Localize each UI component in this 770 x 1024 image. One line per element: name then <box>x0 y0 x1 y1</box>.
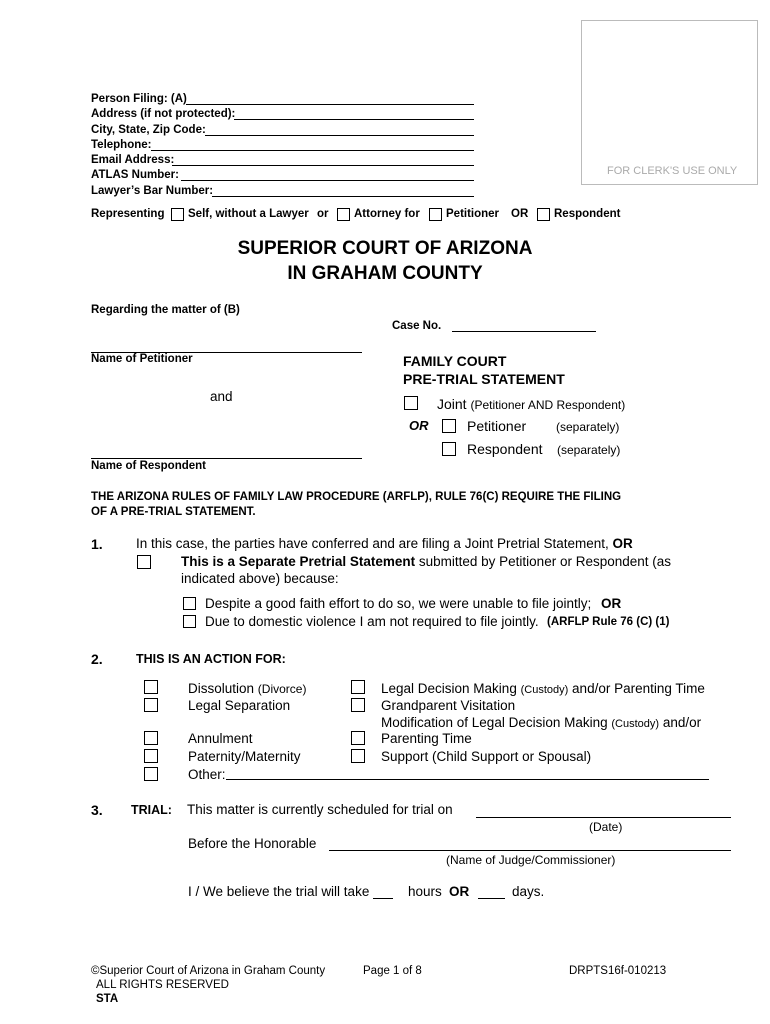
trial-scheduled-text: This matter is currently scheduled for trial on <box>187 802 453 817</box>
annulment-label: Annulment <box>188 731 253 746</box>
court-title-line2: IN GRAHAM COUNTY <box>287 263 483 284</box>
paternity-checkbox[interactable] <box>144 749 158 763</box>
support-label: Support (Child Support or Spousal) <box>381 749 592 764</box>
rep-petitioner-label: Petitioner <box>446 208 500 220</box>
before-honorable-text: Before the Honorable <box>188 836 317 851</box>
clerk-use-label: FOR CLERK'S USE ONLY <box>607 165 738 177</box>
legal-separation-label: Legal Separation <box>188 698 291 713</box>
good-faith-or: OR <box>601 596 622 611</box>
separate-statement-line2: indicated above) because: <box>181 571 339 586</box>
petitioner-separately-note: (separately) <box>556 420 620 434</box>
or-text: OR <box>511 208 529 220</box>
city-state-zip-label: City, State, Zip Code: <box>91 124 206 136</box>
petitioner-separately-label: Petitioner <box>467 418 527 434</box>
support-checkbox[interactable] <box>351 749 365 763</box>
petitioner-separately-checkbox[interactable] <box>442 419 456 433</box>
trial-date-label: (Date) <box>589 820 623 834</box>
grandparent-visitation-checkbox[interactable] <box>351 698 365 712</box>
ldm-text-b: and/or Parenting Time <box>572 681 705 696</box>
rep-petitioner-checkbox[interactable] <box>429 208 442 221</box>
self-label: Self, without a Lawyer <box>188 208 309 220</box>
dissolution-checkbox[interactable] <box>144 680 158 694</box>
other-checkbox[interactable] <box>144 767 158 781</box>
footer-rights: ALL RIGHTS RESERVED <box>96 979 229 991</box>
joint-checkbox[interactable] <box>404 396 418 410</box>
doc-type-line2: PRE-TRIAL STATEMENT <box>403 371 565 387</box>
days-field[interactable] <box>478 898 505 899</box>
judge-name-label: (Name of Judge/Commissioner) <box>446 853 616 867</box>
telephone-field[interactable] <box>151 150 474 151</box>
case-number-field[interactable] <box>452 331 596 332</box>
arflp-rule-ref: (ARFLP Rule 76 (C) (1) <box>547 616 670 628</box>
attorney-checkbox[interactable] <box>337 208 350 221</box>
footer-code: STA <box>96 993 119 1005</box>
dissolution-text: Dissolution <box>188 681 255 696</box>
ldm-note: (Custody) <box>520 684 569 696</box>
respondent-separately-checkbox[interactable] <box>442 442 456 456</box>
trial-duration-text: I / We believe the trial will take <box>188 884 370 899</box>
or-text: or <box>317 208 329 220</box>
section1-or: OR <box>612 536 633 551</box>
good-faith-checkbox[interactable] <box>183 597 196 610</box>
court-title-line1: SUPERIOR COURT OF ARIZONA <box>237 238 533 259</box>
atlas-number-label: ATLAS Number: <box>91 169 179 181</box>
rep-respondent-checkbox[interactable] <box>537 208 550 221</box>
modification-text-b: and/or <box>662 715 702 730</box>
other-field[interactable] <box>226 779 709 780</box>
section1-joint-text <box>136 536 633 551</box>
and-text: and <box>210 389 233 404</box>
ldm-text: Legal Decision Making <box>381 681 517 696</box>
rep-respondent-label: Respondent <box>554 208 621 220</box>
paternity-label: Paternity/Maternity <box>188 749 301 764</box>
address-label: Address (if not protected): <box>91 108 236 120</box>
legal-decision-making-label <box>381 681 705 696</box>
good-faith-text <box>205 596 621 611</box>
clerk-use-box <box>581 20 758 185</box>
email-label: Email Address: <box>91 154 175 166</box>
petitioner-name-label: Name of Petitioner <box>91 353 193 365</box>
or-text: OR <box>409 418 429 433</box>
telephone-label: Telephone: <box>91 139 152 151</box>
legal-separation-checkbox[interactable] <box>144 698 158 712</box>
domestic-violence-text: Due to domestic violence I am not required to file jointly. <box>205 614 539 629</box>
judge-name-field[interactable] <box>329 850 731 851</box>
joint-label <box>437 396 625 412</box>
attorney-label: Attorney for <box>354 208 420 220</box>
modification-checkbox[interactable] <box>351 731 365 745</box>
grandparent-visitation-label: Grandparent Visitation <box>381 698 516 713</box>
days-label: days. <box>512 884 545 899</box>
joint-note: (Petitioner AND Respondent) <box>470 398 626 412</box>
separate-statement-rest: submitted by Petitioner or Respondent (as <box>418 554 672 569</box>
footer-page-number: Page 1 of 8 <box>363 965 422 977</box>
separate-statement-checkbox[interactable] <box>137 555 151 569</box>
self-checkbox[interactable] <box>171 208 184 221</box>
representing-label: Representing <box>91 208 165 220</box>
section1-number: 1. <box>91 536 103 552</box>
person-filing-label: Person Filing: (A) <box>91 93 187 105</box>
regarding-label: Regarding the matter of (B) <box>91 304 240 316</box>
rules-notice-line1: THE ARIZONA RULES OF FAMILY LAW PROCEDURE (ARFLP), RULE 76(C) REQUIRE THE FILING <box>91 491 622 503</box>
joint-text: Joint <box>437 396 467 412</box>
bar-number-label: Lawyer’s Bar Number: <box>91 185 214 197</box>
footer-copyright: ©Superior Court of Arizona in Graham County <box>91 965 326 977</box>
dissolution-label <box>188 681 306 696</box>
dissolution-note: (Divorce) <box>257 682 307 696</box>
respondent-name-field[interactable] <box>91 458 362 459</box>
bar-number-field[interactable] <box>212 196 474 197</box>
other-label: Other: <box>188 767 226 782</box>
modification-label-line2: Parenting Time <box>381 731 472 746</box>
section2-number: 2. <box>91 651 103 667</box>
annulment-checkbox[interactable] <box>144 731 158 745</box>
atlas-number-field[interactable] <box>181 180 474 181</box>
doc-type-line1: FAMILY COURT <box>403 353 507 369</box>
respondent-separately-label: Respondent <box>467 441 543 457</box>
or-text: OR <box>449 884 470 899</box>
modification-text: Modification of Legal Decision Making <box>381 715 608 730</box>
separate-statement-text <box>181 554 671 569</box>
respondent-separately-note: (separately) <box>557 443 621 457</box>
section3-number: 3. <box>91 802 103 818</box>
section2-title: THIS IS AN ACTION FOR: <box>136 652 286 666</box>
hours-label: hours <box>408 884 442 899</box>
section3-title: TRIAL: <box>131 803 172 817</box>
modification-label <box>381 715 701 730</box>
rules-notice-line2: OF A PRE-TRIAL STATEMENT. <box>91 506 256 518</box>
separate-statement-bold: This is a Separate Pretrial Statement <box>181 554 416 569</box>
legal-decision-making-checkbox[interactable] <box>351 680 365 694</box>
city-state-zip-field[interactable] <box>205 135 474 136</box>
case-number-label: Case No. <box>392 320 442 332</box>
footer-form-id: DRPTS16f-010213 <box>569 965 667 977</box>
modification-note: (Custody) <box>611 718 660 730</box>
address-field[interactable] <box>234 119 474 120</box>
respondent-name-label: Name of Respondent <box>91 460 207 472</box>
trial-date-field[interactable] <box>476 817 731 818</box>
good-faith-sentence: Despite a good faith effort to do so, we were unable to file jointly; <box>205 596 592 611</box>
domestic-violence-checkbox[interactable] <box>183 615 196 628</box>
email-field[interactable] <box>172 165 474 166</box>
hours-field[interactable] <box>373 898 393 899</box>
section1-joint-sentence: In this case, the parties have conferred and are filing a Joint Pretrial Statement, <box>136 536 609 551</box>
person-filing-field[interactable] <box>186 104 474 105</box>
